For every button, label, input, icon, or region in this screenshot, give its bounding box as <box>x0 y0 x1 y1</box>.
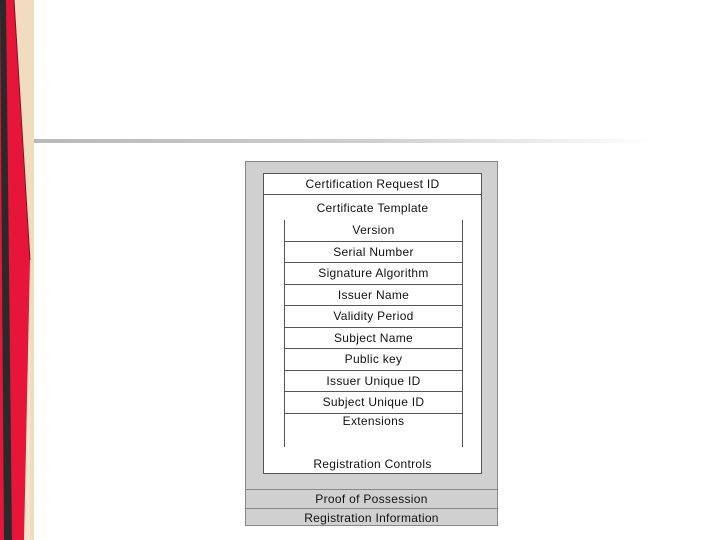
template-field-issuer-unique-id: Issuer Unique ID <box>285 371 462 393</box>
template-field-public-key: Public key <box>285 349 462 371</box>
title-divider <box>34 139 654 143</box>
template-field-serial-number: Serial Number <box>285 242 462 264</box>
template-field-extensions: Extensions <box>342 413 405 428</box>
proof-of-possession-field: Proof of Possession <box>246 489 497 507</box>
template-field-subject-unique-id: Subject Unique ID <box>285 392 462 414</box>
certificate-request-box <box>263 173 482 474</box>
template-field-subject-name: Subject Name <box>285 328 462 350</box>
template-field-issuer-name: Issuer Name <box>285 285 462 307</box>
certificate-request-diagram <box>245 161 498 526</box>
registration-information-field: Registration Information <box>246 508 497 526</box>
template-field-list <box>284 220 463 447</box>
decorative-ribbon <box>0 0 34 540</box>
template-field-version: Version <box>285 220 462 242</box>
template-field-validity-period: Validity Period <box>285 306 462 328</box>
registration-controls-field: Registration Controls <box>313 457 432 471</box>
certificate-template-label: Certificate Template <box>316 201 429 215</box>
request-id-field: Certification Request ID <box>264 174 481 195</box>
template-field-signature-algorithm: Signature Algorithm <box>285 263 462 285</box>
